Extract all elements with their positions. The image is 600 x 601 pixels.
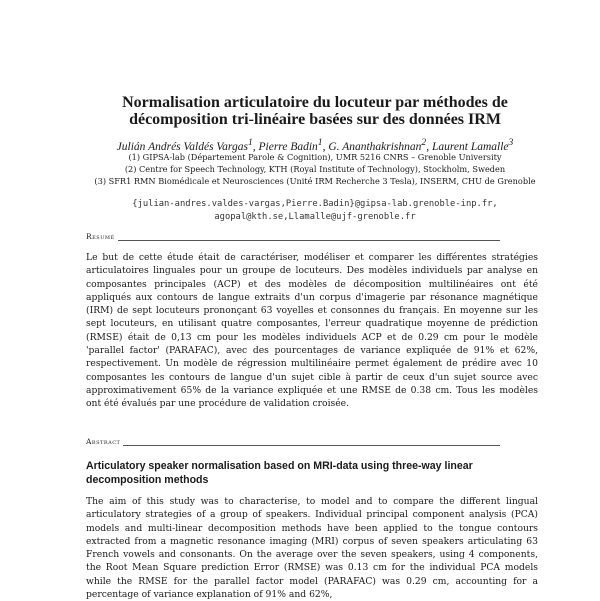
author-affiliation-mark: 3 — [508, 137, 514, 148]
author-emails: {julian-andres.valdes-vargas,Pierre.Badin}@gipsa-lab.grenoble-inp.fr, agopal@kth.se,Llamalle@ujf-grenoble.fr — [132, 199, 498, 222]
author-name: Laurent Lamalle — [431, 140, 509, 153]
affiliation-1: (1) GIPSA-lab (Département Parole & Cognition), UMR 5216 CNRS – Grenoble University — [128, 152, 502, 162]
abstract-paragraph: The aim of this study was to characterise, to model and to compare the different lingual articulatory strategies of a group of speakers. Individual principal component analysis (PCA) models and multi-linear decomposition methods have been applied to the tongue contours extracted from a magnetic resonance imaging (MRI) corpus of seven speakers articulating 63 French vowels and consonants. On the average over the seven speakers, using 4 components, the Root Mean Square prediction Error (RMSE) was 0.13 cm for the individual PCA models while the RMSE for the parallel factor model (PARAFAC) was 0.29 cm, accounting for a percentage of variance explanation of 91% and 62%, — [86, 496, 538, 601]
paper-title: Normalisation articulatoire du locuteur par méthodes de décomposition tri-linéaire basées sur des données IRM — [122, 94, 508, 128]
author-affiliation-mark: 2 — [421, 137, 427, 148]
affiliation-3: (3) SFR1 RMN Biomédicale et Neurosciences (Unité IRM Recherche 3 Tesla), INSERM, CHU de Grenoble — [94, 176, 536, 186]
author-name: Julián Andrés Valdés Vargas — [116, 140, 248, 153]
resume-heading — [86, 232, 500, 241]
resume-paragraph: Le but de cette étude était de caractériser, modéliser et comparer les différentes stratégies articulatoires linguales pour un groupe de locuteurs. Des modèles individuels par analyse en composantes principales (ACP) et des modèles de décomposition multilinéaires ont été appliqués aux contours de langue extraits d'un corpus d'imagerie par résonance magnétique (IRM) de sept locuteurs prononçant 63 voyelles et consonnes du français. En moyenne sur les sept locuteurs, en utilisant quatre composantes, l'erreur quadratique moyenne de prédiction (RMSE) était de 0,13 cm pour les modèles individuels ACP et de 0.29 cm pour le modèle 'parallel factor' (PARAFAC), avec des pourcentages de variance expliquée de 91% et 62%, respectivement. Un modèle de régression multilinéaire permet également de prédire avec 10 composantes les contours de langue d'un sujet cible à partir de ceux d'un sujet source avec approximativement 65% de la variance expliquée et une RMSE de 0.38 cm. Tous les modèles ont été évalués par une procédure de validation croisée. — [86, 252, 538, 410]
heading-rule — [123, 439, 500, 446]
resume-heading-label: Résumé — [86, 232, 115, 241]
author-affiliation-mark: 1 — [247, 137, 253, 148]
abstract-heading-label: Abstract — [86, 437, 121, 446]
affiliation-2: (2) Centre for Speech Technology, KTH (Royal Institute of Technology), Stockholm, Sweden — [124, 164, 506, 174]
author-affiliation-mark: 1 — [317, 137, 323, 148]
abstract-heading — [86, 437, 500, 446]
author-name: Pierre Badin — [258, 140, 318, 153]
author-list: Julián Andrés Valdés Vargas$^1$, Pierre Badin$^1$, G. Ananthakrishnan$^2$, Laurent Lamalle$^3$ — [116, 137, 514, 153]
heading-rule — [118, 234, 500, 241]
english-title: Articulatory speaker normalisation based on MRI-data using three-way linear decomposition methods — [86, 460, 473, 486]
author-name: G. Ananthakrishnan — [328, 140, 422, 153]
